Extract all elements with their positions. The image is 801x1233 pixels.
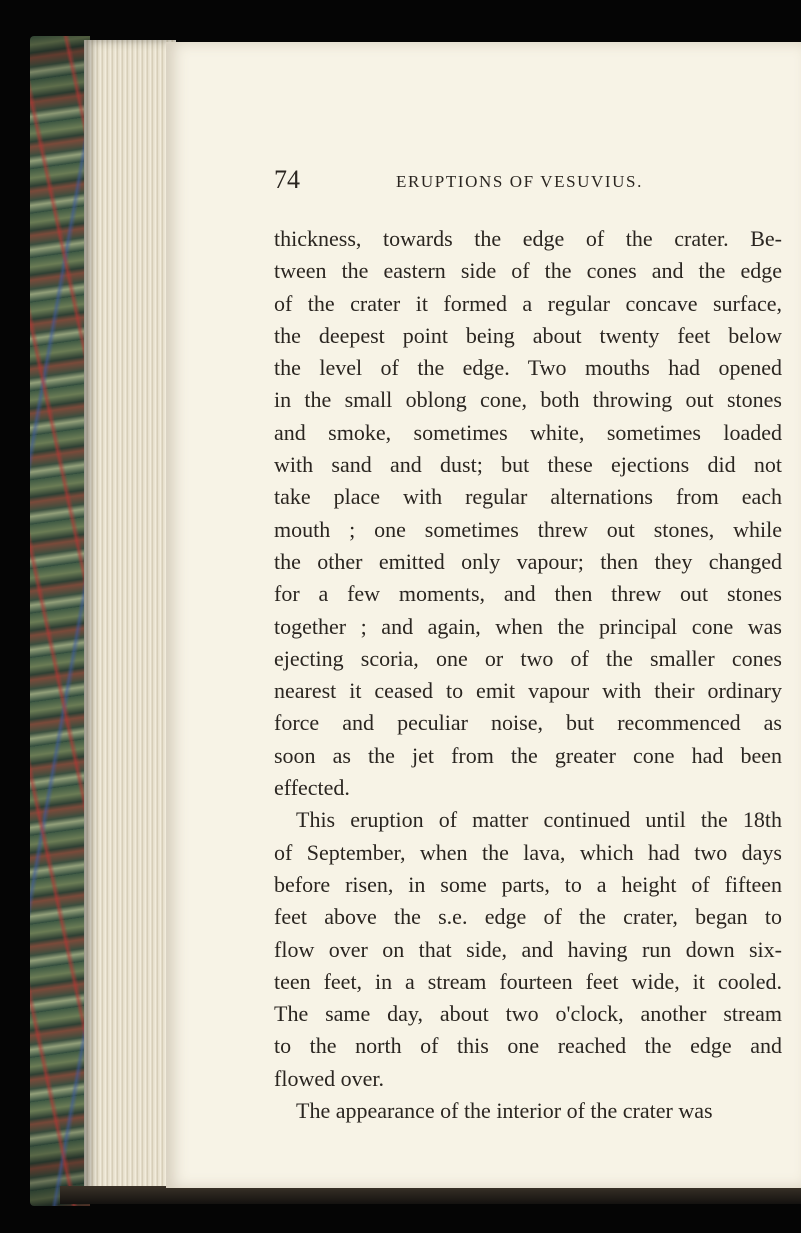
book-page xyxy=(166,42,801,1188)
running-head: ERUPTIONS OF VESUVIUS. xyxy=(396,172,643,191)
text-line: feet above the s.e. edge of the crater, began to xyxy=(274,904,782,930)
text-line: ejecting scoria, one or two of the smaller cones xyxy=(274,645,782,671)
body-text xyxy=(274,223,782,1127)
text-line: The appearance of the interior of the crater was xyxy=(296,1098,713,1124)
text-line: The same day, about two o'clock, another stream xyxy=(274,1001,782,1027)
text-line: to the north of this one reached the edge and xyxy=(274,1033,782,1059)
text-line: flow over on that side, and having run down six- xyxy=(274,936,782,962)
text-line: before risen, in some parts, to a height of fifteen xyxy=(274,871,782,897)
page-header xyxy=(274,160,694,200)
text-line: in the small oblong cone, both throwing out stones xyxy=(274,387,782,413)
marbled-cover-edge xyxy=(30,36,90,1206)
text-line: with sand and dust; but these ejections did not xyxy=(274,452,782,478)
text-line: soon as the jet from the greater cone had been xyxy=(274,742,782,768)
text-line: the deepest point being about twenty feet below xyxy=(274,322,782,348)
text-line: tween the eastern side of the cones and the edge xyxy=(274,258,782,284)
text-line: the level of the edge. Two mouths had opened xyxy=(274,355,782,381)
bottom-binding-band xyxy=(60,1186,801,1204)
text-line: and smoke, sometimes white, sometimes loaded xyxy=(274,419,782,445)
text-line: take place with regular alternations from each xyxy=(274,484,782,510)
page-stack-edges xyxy=(84,40,176,1200)
text-line: for a few moments, and then threw out stones xyxy=(274,581,782,607)
text-line: thickness, towards the edge of the crater. Be- xyxy=(274,226,782,251)
text-line: together ; and again, when the principal cone was xyxy=(274,613,782,639)
text-line: effected. xyxy=(274,775,350,801)
text-line: flowed over. xyxy=(274,1065,384,1091)
text-line: force and peculiar noise, but recommenced as xyxy=(274,710,782,736)
text-line: This eruption of matter continued until the 18th xyxy=(296,807,782,833)
page-number: 74 xyxy=(274,165,300,194)
text-line: of September, when the lava, which had two days xyxy=(274,839,782,865)
text-line: nearest it ceased to emit vapour with their ordinary xyxy=(274,678,782,704)
text-line: mouth ; one sometimes threw out stones, while xyxy=(274,516,782,542)
text-line: teen feet, in a stream fourteen feet wide, it cooled. xyxy=(274,968,782,994)
text-line: the other emitted only vapour; then they changed xyxy=(274,548,782,574)
text-line: of the crater it formed a regular concave surface, xyxy=(274,290,782,316)
